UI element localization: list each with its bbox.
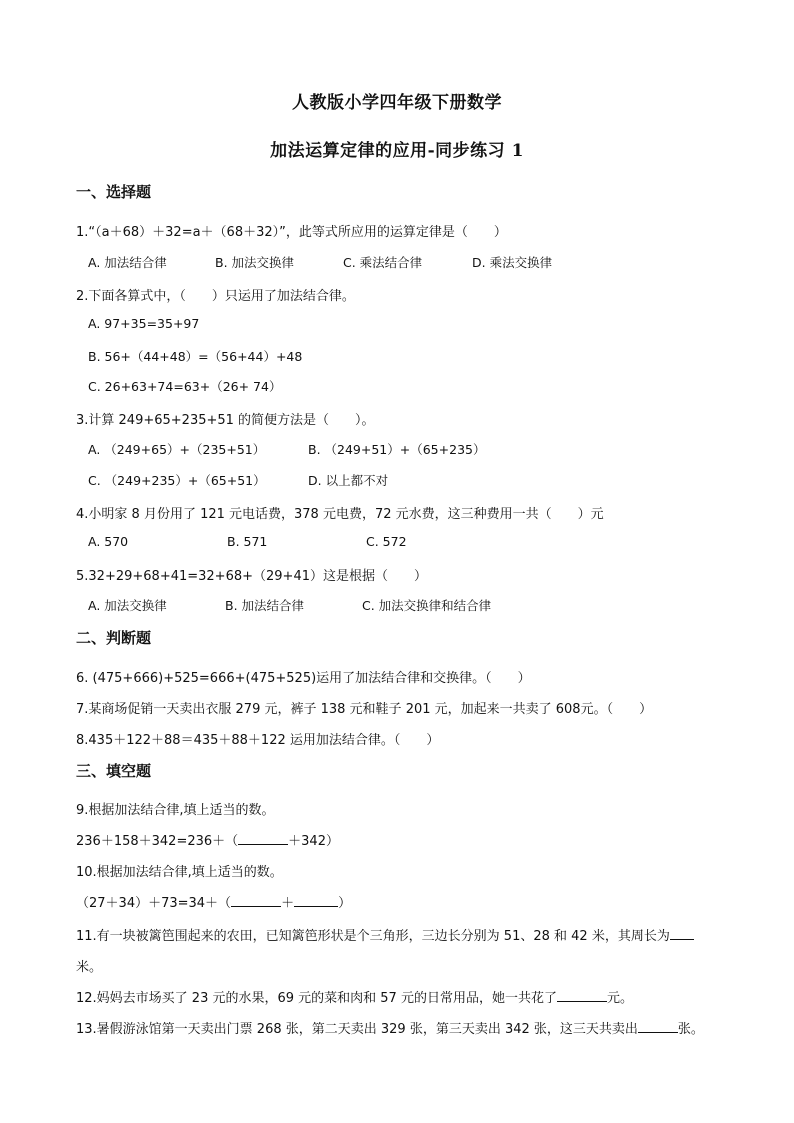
question-12-unit: 元。 [606, 991, 633, 1006]
question-1-option-c: C. 乘法结合律 [343, 255, 423, 270]
question-9-blank[interactable] [238, 832, 288, 845]
section-heading-fill: 三、填空题 [76, 762, 152, 780]
question-1-stem: 1.“（a＋68）＋32=a＋（68＋32）”，此等式所应用的运算定律是（ ） [76, 225, 507, 240]
question-2-option-c: C. 26+63+74=63+（26+ 74） [88, 379, 282, 394]
question-8: 8.435＋122＋88＝435＋88＋122 运用加法结合律。（ ） [76, 733, 440, 748]
question-13-unit: 张。 [677, 1022, 704, 1037]
question-5-option-a: A. 加法交换律 [88, 598, 167, 613]
question-9-expression [76, 830, 339, 849]
question-3-option-b: B. （249+51）+（65+235） [308, 442, 486, 457]
question-13-blank[interactable] [638, 1020, 678, 1033]
question-10-expression [76, 892, 351, 911]
question-2-stem: 2.下面各算式中，（ ）只运用了加法结合律。 [76, 289, 355, 304]
question-13 [76, 1018, 704, 1037]
question-10-plus: ＋ [281, 896, 295, 911]
question-11-blank[interactable] [670, 927, 694, 940]
question-4-option-a: A. 570 [88, 534, 129, 549]
question-4-stem: 4.小明家 8 月份用了 121 元电话费，378 元电费，72 元水费，这三种费用一共（ ）元 [76, 507, 604, 522]
question-9-expression-right: ＋342） [288, 834, 339, 849]
question-12-blank[interactable] [557, 989, 607, 1002]
question-1-option-a: A. 加法结合律 [88, 255, 167, 270]
question-6: 6. (475+666)+525=666+(475+525)运用了加法结合律和交换律。（ ） [76, 671, 531, 686]
question-10-blank-2[interactable] [294, 894, 338, 907]
question-10-blank-1[interactable] [231, 894, 281, 907]
question-9-stem: 9.根据加法结合律,填上适当的数。 [76, 803, 275, 818]
question-5-stem: 5.32+29+68+41=32+68+（29+41）这是根据（ ） [76, 569, 427, 584]
question-5-option-b: B. 加法结合律 [225, 598, 305, 613]
document-subtitle: 加法运算定律的应用-同步练习 1 [270, 141, 524, 161]
question-2-option-a: A. 97+35=35+97 [88, 316, 200, 331]
question-12-text: 12.妈妈去市场买了 23 元的水果，69 元的菜和肉和 57 元的日常用品，她一共花了 [76, 991, 557, 1006]
section-heading-judge: 二、判断题 [76, 629, 152, 647]
question-10-expression-left: （27＋34）＋73=34＋（ [76, 896, 232, 911]
question-7: 7.某商场促销一天卖出衣服 279 元，裤子 138 元和鞋子 201 元，加起来一共卖了 608元。（ ） [76, 702, 653, 717]
question-12 [76, 987, 633, 1006]
section-heading-choice: 一、选择题 [76, 183, 152, 201]
question-3-option-a: A. （249+65）+（235+51） [88, 442, 266, 457]
question-10-expression-right: ） [338, 896, 352, 911]
document-title: 人教版小学四年级下册数学 [292, 93, 502, 113]
question-5-option-c: C. 加法交换律和结合律 [362, 598, 492, 613]
question-1-option-d: D. 乘法交换律 [472, 255, 553, 270]
question-11-line-2: 米。 [76, 960, 103, 975]
question-2-option-b: B. 56+（44+48）=（56+44）+48 [88, 349, 303, 364]
question-1-option-b: B. 加法交换律 [215, 255, 295, 270]
question-3-option-c: C. （249+235）+（65+51） [88, 473, 266, 488]
question-10-stem: 10.根据加法结合律,填上适当的数。 [76, 865, 283, 880]
question-9-expression-left: 236＋158＋342=236＋（ [76, 834, 239, 849]
question-3-option-d: D. 以上都不对 [308, 473, 389, 488]
question-4-option-b: B. 571 [227, 534, 268, 549]
question-4-option-c: C. 572 [366, 534, 407, 549]
question-3-stem: 3.计算 249+65+235+51 的简便方法是（ ）。 [76, 413, 375, 428]
question-13-text: 13.暑假游泳馆第一天卖出门票 268 张，第二天卖出 329 张，第三天卖出 342 张，这三天共卖出 [76, 1022, 638, 1037]
question-11-line-1 [76, 925, 694, 944]
question-11-text: 11.有一块被篱笆围起来的农田，已知篱笆形状是个三角形，三边长分别为 51、28 和 42 米，其周长为 [76, 929, 670, 944]
